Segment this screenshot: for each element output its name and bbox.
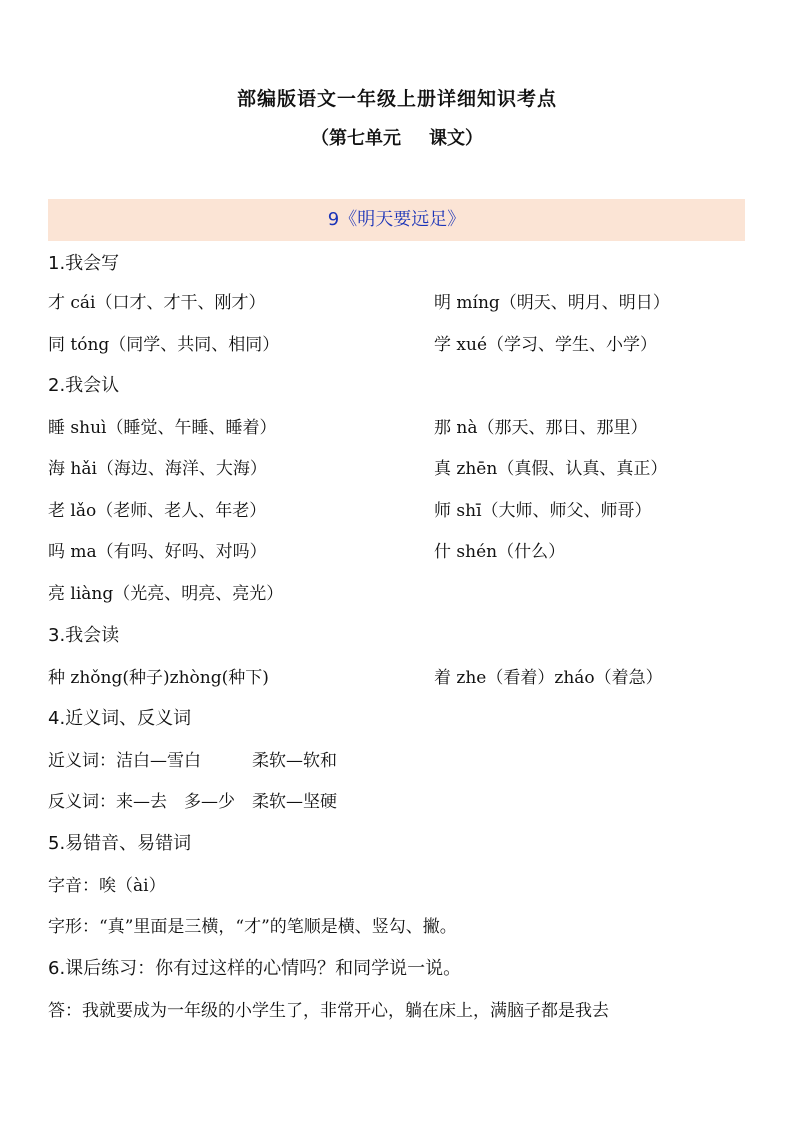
recognize-item: 那 nà（那天、那日、那里）: [434, 418, 648, 438]
lesson-banner: [48, 199, 745, 241]
write-item: 才 cái（口才、才干、刚才）: [48, 293, 266, 313]
answer-line: 答：我就要成为一年级的小学生了，非常开心，躺在床上，满脑子都是我去: [48, 1001, 609, 1021]
subtitle-type: 课文）: [429, 128, 483, 149]
document-title: 部编版语文一年级上册详细知识考点: [236, 88, 557, 110]
section-heading-errors: 5.易错音、易错词: [48, 833, 192, 854]
write-item: 学 xué（学习、学生、小学）: [434, 335, 657, 355]
recognize-item: 师 shī（大师、师父、师哥）: [434, 501, 652, 521]
synonym-line: 近义词：洁白—雪白 柔软—软和: [48, 751, 337, 771]
section-heading-read: 3.我会读: [48, 625, 120, 646]
read-row: [48, 663, 663, 693]
read-item: 着 zhe（看着）zháo（着急）: [434, 668, 663, 688]
sound-line: 字音：唉（ài）: [48, 876, 166, 896]
write-item: 同 tóng（同学、共同、相同）: [48, 335, 280, 355]
recognize-item: 什 shén（什么）: [434, 542, 566, 562]
recognize-item: 海 hǎi（海边、海洋、大海）: [48, 459, 267, 479]
recognize-row: [48, 537, 566, 567]
antonym-line: 反义词：来—去 多—少 柔软—坚硬: [48, 792, 337, 812]
document-subtitle: [0, 124, 794, 150]
section-heading-recognize: 2.我会认: [48, 375, 120, 396]
write-item: 明 míng（明天、明月、明日）: [434, 293, 670, 313]
section-heading-exercise: 6.课后练习：你有过这样的心情吗？和同学说一说。: [48, 958, 462, 979]
recognize-item: 亮 liàng（光亮、明亮、亮光）: [48, 584, 284, 604]
recognize-row: [48, 579, 283, 609]
write-row: [48, 330, 657, 360]
read-item: 种 zhǒng(种子)zhòng(种下): [48, 668, 269, 688]
section-heading-synonyms: 4.近义词、反义词: [48, 708, 192, 729]
section-heading-write: 1.我会写: [48, 253, 120, 274]
recognize-row: [48, 496, 652, 526]
recognize-item: 真 zhēn（真假、认真、真正）: [434, 459, 668, 479]
recognize-item: 老 lǎo（老师、老人、年老）: [48, 501, 267, 521]
recognize-row: [48, 413, 648, 443]
recognize-row: [48, 454, 668, 484]
subtitle-unit: （第七单元: [311, 128, 401, 149]
recognize-item: 睡 shuì（睡觉、午睡、睡着）: [48, 418, 277, 438]
recognize-item: 吗 ma（有吗、好吗、对吗）: [48, 542, 267, 562]
write-row: [48, 288, 670, 318]
shape-line: 字形：“真”里面是三横，“才”的笔顺是横、竖勾、撇。: [48, 917, 457, 937]
lesson-title: 9《明天要远足》: [327, 209, 466, 230]
